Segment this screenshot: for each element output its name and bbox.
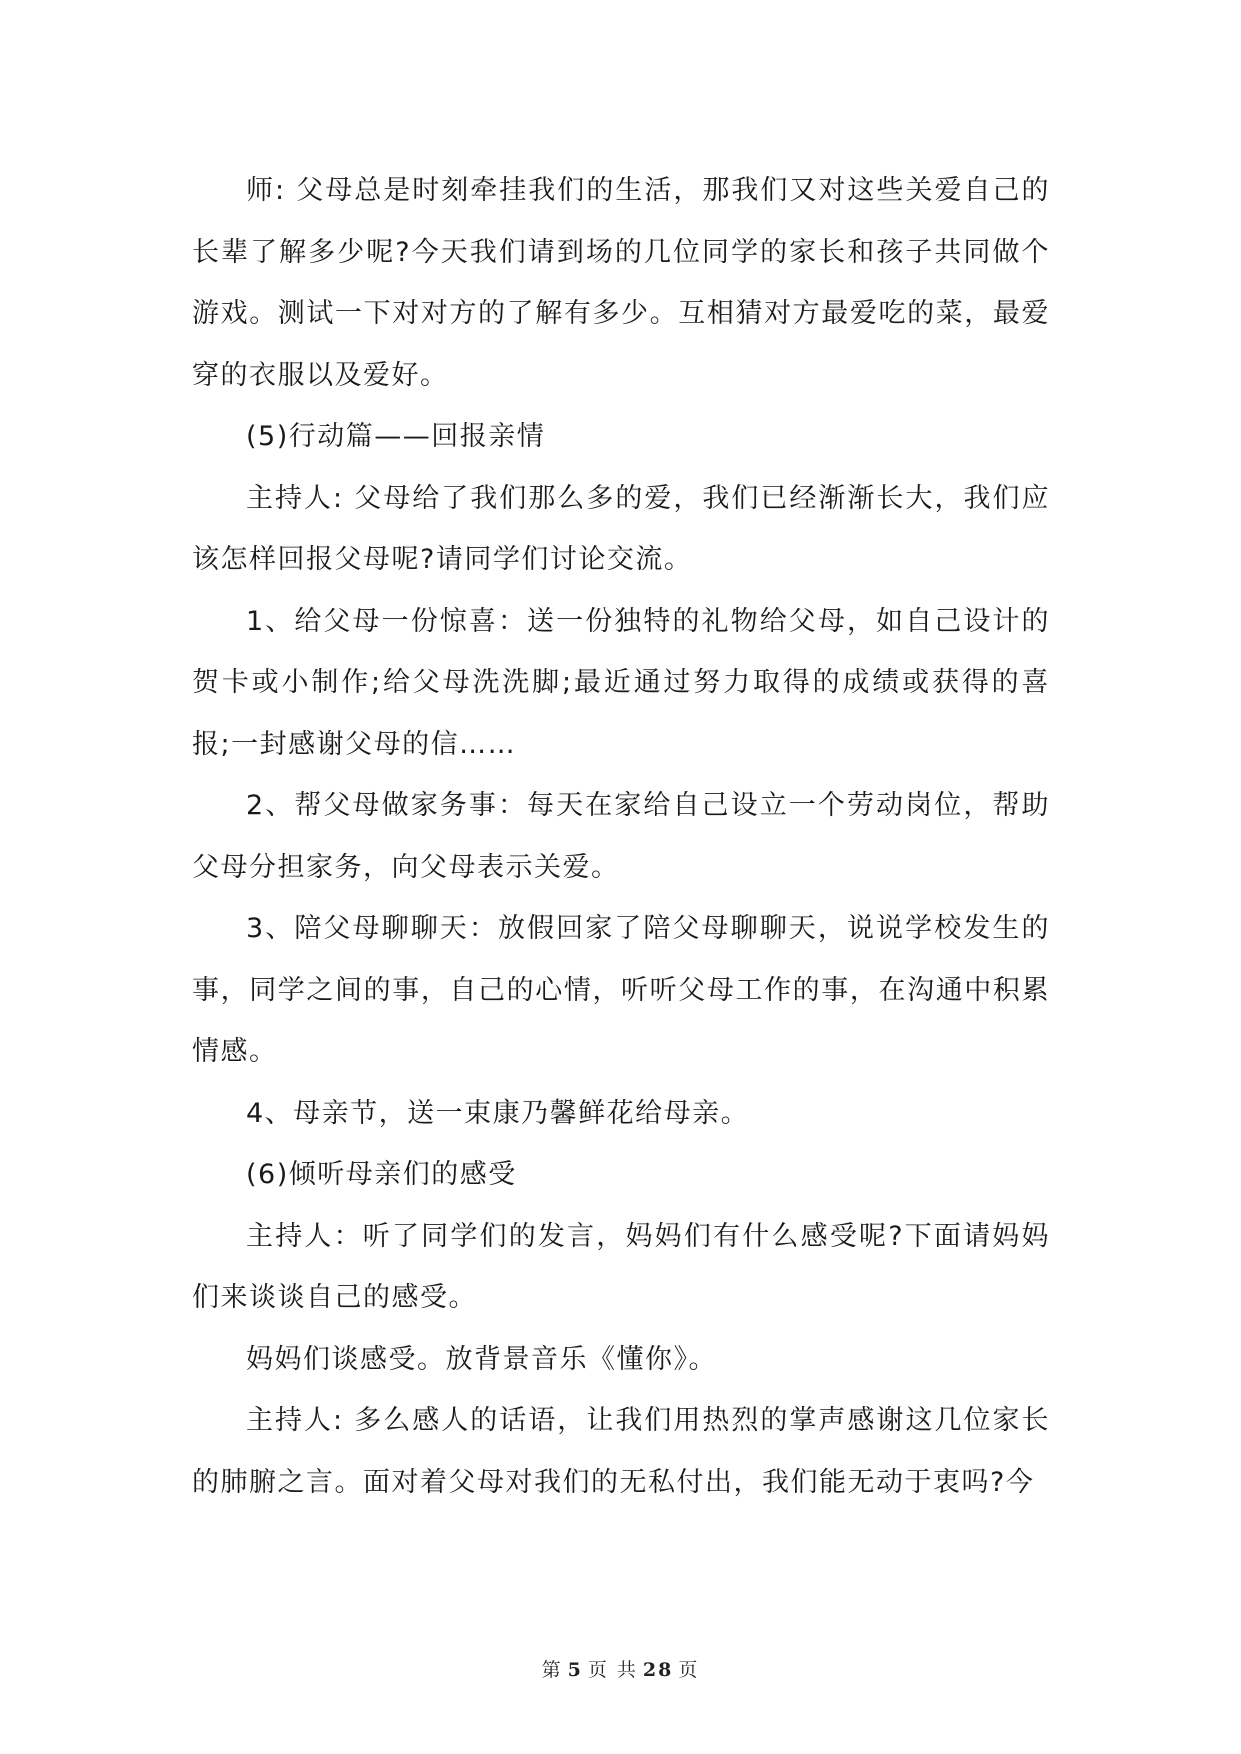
paragraph: 妈妈们谈感受。放背景音乐《懂你》。 (246, 1343, 717, 1375)
list-item: 2、帮父母做家务事：每天在家给自己设立一个劳动岗位，帮助父母分担家务，向父母表示关爱。 (192, 790, 1050, 883)
page-footer (0, 1655, 1241, 1682)
total-pages-number: 28 (642, 1659, 674, 1681)
paragraph: 主持人: 多么感人的话语，让我们用热烈的掌声感谢这几位家长的肺腑之言。面对着父母对我们的无私付出，我们能无动于衷吗?今 (192, 1405, 1050, 1498)
section-heading: (5)行动篇——回报亲情 (246, 421, 546, 452)
document-body (192, 160, 1050, 1513)
paragraph: 师: 父母总是时刻牵挂我们的生活，那我们又对这些关爱自己的长辈了解多少呢?今天我们请到场的几位同学的家长和孩子共同做个游戏。测试一下对对方的了解有多少。互相猜对方最爱吃的菜，最爱穿的衣服以及爱好。 (192, 175, 1050, 391)
paragraph: 主持人：听了同学们的发言，妈妈们有什么感受呢?下面请妈妈们来谈谈自己的感受。 (192, 1220, 1050, 1313)
section-heading: (6)倾听母亲们的感受 (246, 1159, 517, 1190)
footer-prefix: 第 (541, 1659, 563, 1681)
footer-middle: 页 共 (587, 1659, 638, 1681)
footer-suffix: 页 (678, 1659, 700, 1681)
paragraph: 主持人: 父母给了我们那么多的爱，我们已经渐渐长大，我们应该怎样回报父母呢?请同学们讨论交流。 (192, 482, 1050, 575)
list-item: 3、陪父母聊聊天：放假回家了陪父母聊聊天，说说学校发生的事，同学之间的事，自己的心情，听听父母工作的事，在沟通中积累情感。 (192, 913, 1050, 1067)
list-item: 1、给父母一份惊喜：送一份独特的礼物给父母，如自己设计的贺卡或小制作;给父母洗洗脚;最近通过努力取得的成绩或获得的喜报;一封感谢父母的信…… (192, 605, 1050, 760)
current-page-number: 5 (567, 1659, 583, 1681)
list-item: 4、母亲节，送一束康乃馨鲜花给母亲。 (246, 1097, 750, 1129)
